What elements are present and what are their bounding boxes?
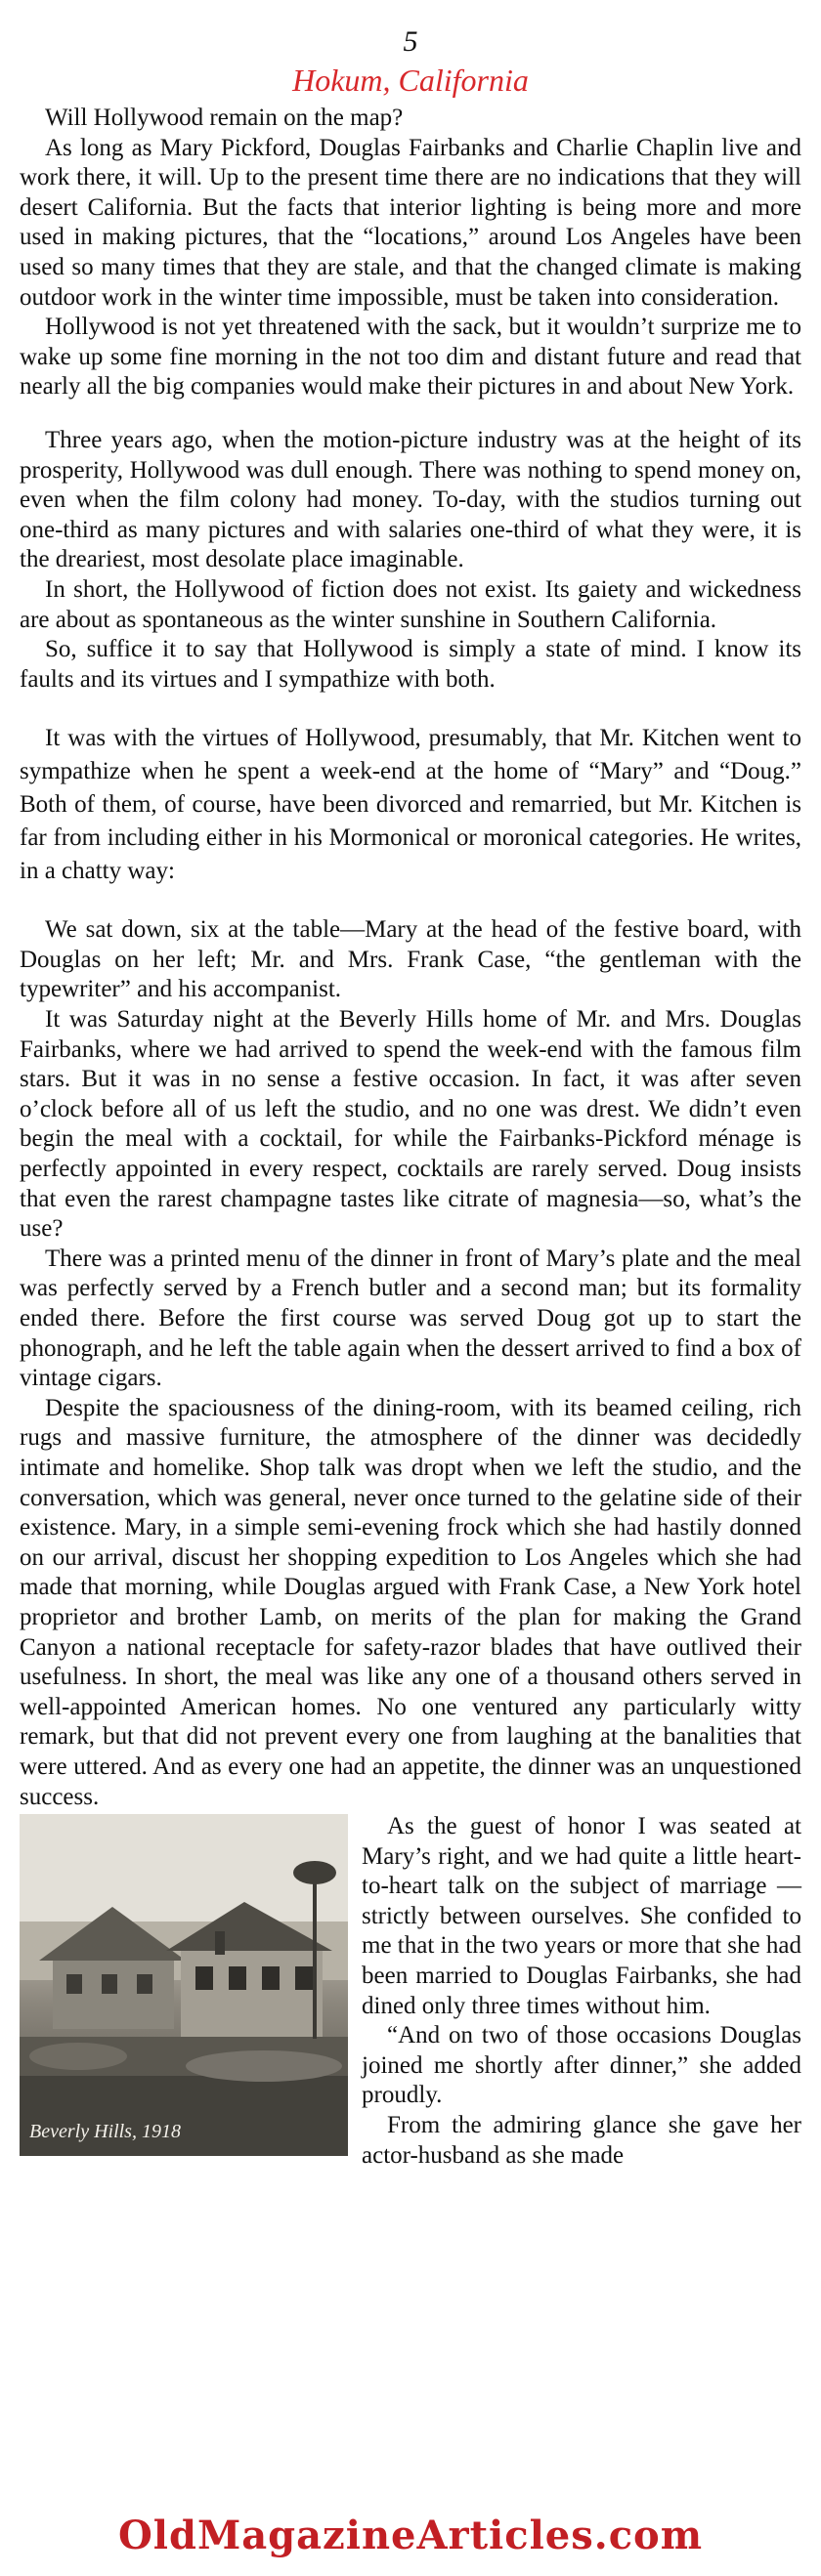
- paragraph-spacer: [20, 402, 801, 426]
- beverly-hills-photo: [20, 1814, 348, 2156]
- intro-paragraph: It was with the virtues of Hollywood, presumably, that Mr. Kitchen went to sympathize when he spent a week-end at the home of “Mary” and “Doug.” Both of them, of course, have been divorced and remarried, but Mr. Kitchen is far from including either in his Mormonical or moronical categories. He writes, in a chatty way:: [20, 725, 801, 885]
- paragraph: Despite the spaciousness of the dining-room, with its beamed ceiling, rich rugs and massive furniture, the atmosphere of the dinner was decidedly intimate and homelike. Shop talk was dropt when we left the studio, and the conversation, which was general, never once turned to the gelatine side of their existence. Mary, in a simple semi-evening frock which she had hastily donned on our arrival, discust her shopping expedition to Los Angeles which she had made that morning, while Douglas argued with Frank Case, a New York hotel proprietor and brother Lamb, on merits of the plan for making the Grand Canyon a national receptacle for safety-razor blades that have outlived their usefulness. In short, the meal was like any one of a thousand others served in well-appointed American homes. No one ventured any particularly witty remark, but that did not prevent every one from laughing at the banalities that were uttered. And as every one had an appetite, the dinner was an unquestioned success.: [20, 1394, 801, 1810]
- house-illustration: [20, 1814, 348, 2156]
- section-part3: [20, 915, 801, 1812]
- paragraph: It was Saturday night at the Beverly Hills home of Mr. and Mrs. Douglas Fairbanks, where we had arrived to spend the week-end with the famous film stars. But it was in no sense a festive occasion. In fact, it was after seven o’clock before all of us left the studio, and no one was drest. We didn’t even begin the meal with a cocktail, for while the Fairbanks-Pickford ménage is perfectly appointed in every respect, cocktails are rarely served. Doug insists that even the rarest champagne tastes like citrate of magnesia—so, what’s the use?: [20, 1006, 801, 1243]
- paragraph: As long as Mary Pickford, Douglas Fairbanks and Charlie Chaplin live and work there, it will. Up to the present time there are no indications that they will desert California. But the facts that interior lighting is being more and more used in making pictures, that the “locations,” around Los Angeles have been used so many times that they are stale, and that the changed climate is making outdoor work in the winter time impossible, must be taken into consideration.: [20, 134, 801, 311]
- paragraph: From the admiring glance she gave her actor-husband as she made: [362, 2112, 801, 2169]
- section-spacer: [20, 888, 801, 915]
- section-part2: [20, 426, 801, 695]
- section-intro: [20, 722, 801, 888]
- paragraph: We sat down, six at the table—Mary at the head of the festive board, with Douglas on her left; Mr. and Mrs. Frank Case, “the gentleman with the typewriter” and his accompanist.: [20, 916, 801, 1003]
- section-with-photo: [20, 1812, 801, 2171]
- photo-caption: Beverly Hills, 1918: [29, 2120, 181, 2142]
- section-spacer: [20, 695, 801, 722]
- page-number: 5: [403, 25, 418, 58]
- paragraph: Three years ago, when the motion-picture industry was at the height of its prosperity, Hollywood was dull enough. There was nothing to spend money on, even when the film colony had money. To-day, with the studios turning out one-third as many pictures and with salaries one-third of what they were, it is the dreariest, most desolate place imaginable.: [20, 426, 801, 573]
- paragraph: In short, the Hollywood of fiction does not exist. Its gaiety and wickedness are about as spontaneous as the winter sunshine in Southern California.: [20, 575, 801, 633]
- article-headline: Hokum, California: [292, 63, 529, 98]
- paragraph: Will Hollywood remain on the map?: [45, 105, 404, 131]
- paragraph: As the guest of honor I was seated at Mary’s right, and we had quite a little heart-to-heart talk on the subject of marriage —strictly between ourselves. She confided to me that in the two years or more that she had been married to Douglas Fairbanks, she had dined only three times without him.: [362, 1813, 801, 2019]
- paragraph: So, suffice it to say that Hollywood is simply a state of mind. I know its faults and its virtues and I sympathize with both.: [20, 636, 801, 693]
- paragraph: There was a printed menu of the dinner in front of Mary’s plate and the meal was perfectly served by a French butler and a second man; but its formality ended there. Before the first course was served Doug got up to start the phonograph, and he left the table again when the dessert arrived to find a box of vintage cigars.: [20, 1245, 801, 1392]
- paragraph: “And on two of those occasions Douglas joined me shortly after dinner,” she added proudly.: [362, 2022, 801, 2109]
- paragraph: Hollywood is not yet threatened with the sack, but it wouldn’t surprize me to wake up some fine morning in the not too dim and distant future and read that nearly all the big companies would make their pictures in and about New York.: [20, 314, 801, 401]
- section-part1: [20, 104, 801, 402]
- article-body: [20, 104, 801, 2171]
- footer-watermark: OldMagazineArticles.com: [117, 2513, 704, 2558]
